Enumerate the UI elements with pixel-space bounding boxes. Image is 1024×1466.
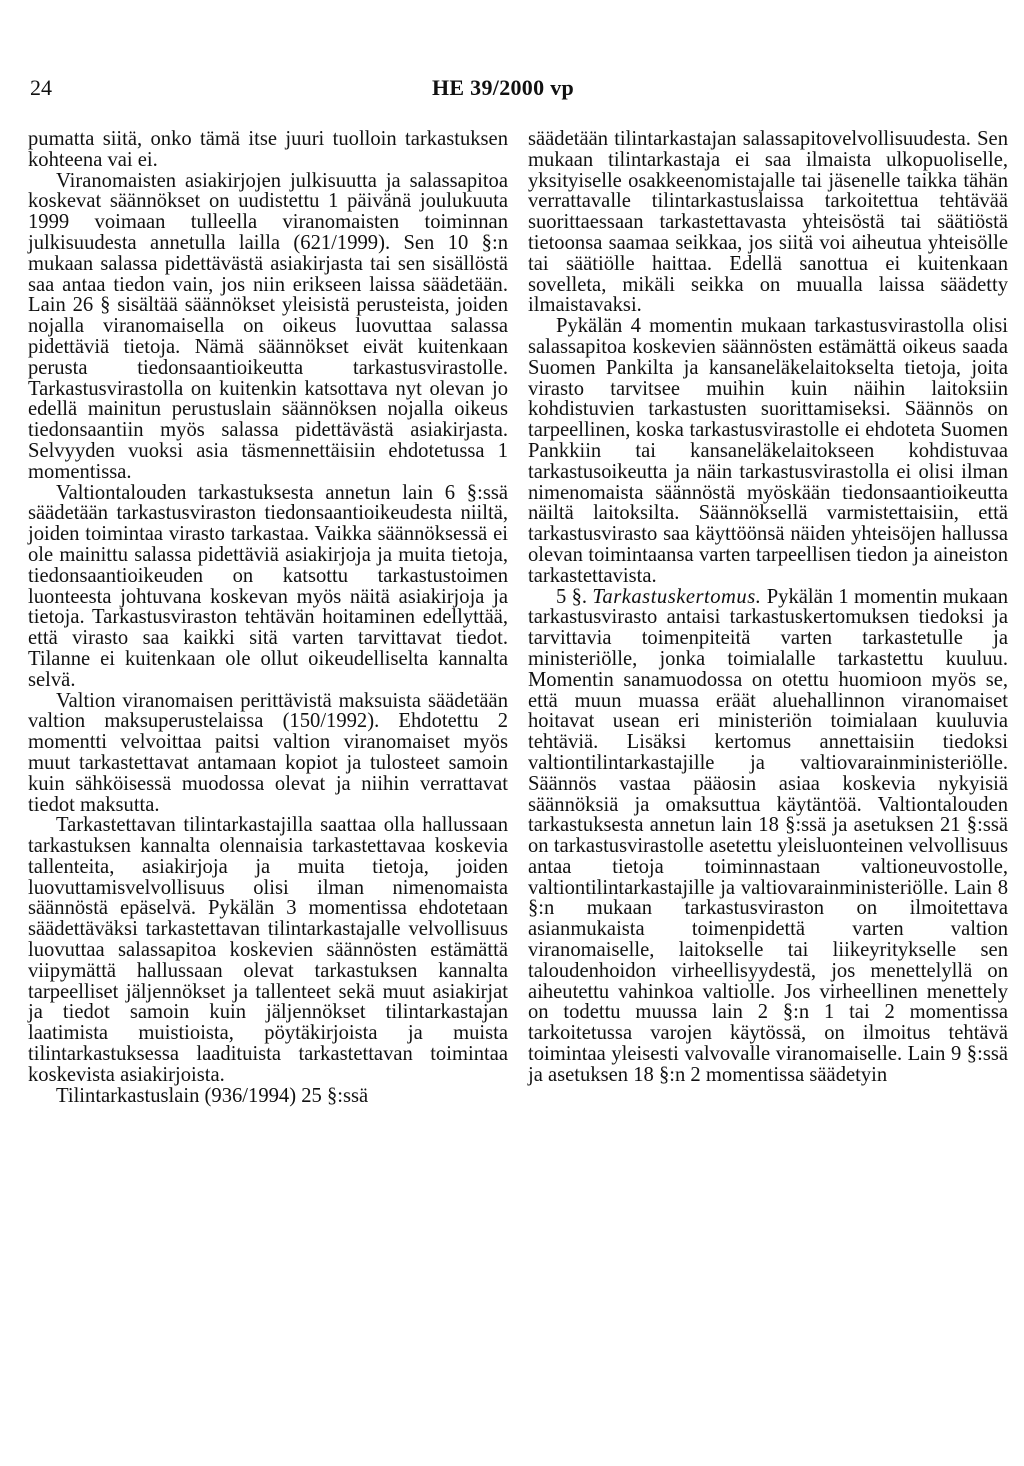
right-column bbox=[528, 129, 1008, 1086]
section-paragraph bbox=[528, 587, 1008, 1086]
paragraph: Viranomaisten asiakirjojen julkisuutta ja salassapitoa koskevat säännökset on uudistettu 1 päivänä joulukuuta 1999 voimaan tulleella viranomaisten toiminnan julkisuudesta annetulla lailla (621/1999). Sen 10 §:n mukaan salassa pidettävästä asiakirjasta tai sen sisällöstä saa antaa tiedon vain, jos niin erikseen laissa säädetään. Lain 26 § sisältää säännökset yleisistä perusteista, joiden nojalla viranomaisella on oikeus luovuttaa salassa pidettäviä tietoja. Nämä säännökset eivät kuitenkaan perusta tiedonsaantioikeutta tarkastusvirastolle. Tarkastusvirastolla on kuitenkin katsottava nyt olevan jo edellä mainitun perustuslain säännöksen nojalla oikeus tiedonsaantiin myös salassa pidettävästä asiakirjasta. Selvyyden vuoksi asia täsmennettäisiin ehdotetussa 1 momentissa. bbox=[28, 169, 508, 483]
section-text: Pykälän 1 momentin mukaan tarkastusvirasto antaisi tarkastuskertomuksen tiedoksi ja tarvittavia toimenpiteitä varten tarkastetulle ja ministeriölle, jonka toimialalle tarkastettu kuuluu. Momentin sanamuodossa on otettu huomioon myös se, että muun muassa eräät aluehallinnon viranomaiset hoitavat usean eri ministeriön toimialaan kuuluvia tehtäviä. Lisäksi kertomus annettaisiin tiedoksi valtiontilintarkastajille ja valtiovarainministeriölle. Säännös vastaa pääosin asiaa koskevia nykyisiä säännöksiä ja omaksuttua käytäntöä. Valtiontalouden tarkastuksesta annetun lain 18 §:ssä ja asetuksen 21 §:ssä on tarkastusvirastolle asetettu yleisluonteinen velvollisuus antaa tietoja toiminnastaan valtioneuvostolle, valtiontilintarkastajille ja valtiovarainministeriölle. Lain 8 §:n mukaan tarkastusviraston on ilmoitettava asianmukaista toimenpidettä varten valtion viranomaiselle, laitokselle tai liikeyritykselle sen taloudenhoidon virheellisyydestä, jos menettelyllä on aiheutettu vahinkoa valtiolle. Jos virheellinen menettely on todettu muussa lain 2 §:n 1 tai 2 momentissa tarkoitetussa varojen käytössä, on ilmoitus tehtävä toimintaa yleisesti valvovalle viranomaiselle. Lain 9 §:ssä ja asetuksen 18 §:n 2 momentissa säädetyin bbox=[528, 585, 1008, 1086]
paragraph: Tarkastettavan tilintarkastajilla saattaa olla hallussaan tarkastuksen kannalta olennaisia tarkastettavaa koskevia tallenteita, asiakirjoja ja muita tietoja, joiden luovuttamisvelvollisuus olisi ilman nimenomaista säännöstä epäselvä. Pykälän 3 momentissa ehdotetaan säädettäväksi tarkastettavan tilintarkastajalle velvollisuus luovuttaa salassapitoa koskevien säännösten estämättä viipymättä hallussaan olevat tarkastuksen kannalta tarpeelliset jäljennökset ja tallenteet sekä muut asiakirjat ja tiedot samoin kuin jäljennökset tilintarkastajan laatimista muistioista, pöytäkirjoista ja muista tilintarkastuksessa laadituista tarkastettavan toimintaa koskevista asiakirjoista. bbox=[28, 814, 508, 1086]
paragraph: Pykälän 4 momentin mukaan tarkastusvirastolla olisi salassapitoa koskevien säännösten estämättä oikeus saada Suomen Pankilta ja kansaneläkelaitokselta tietoja, joita virasto tarvitsee muihin kuin näihin laitoksiin kohdistuvien tarkastusten suorittamiseksi. Säännös on tarpeellinen, koska tarkastusvirastolle ei ehdoteta Suomen Pankkiin tai kansaneläkelaitokseen kohdistuvaa tarkastusoikeutta ja näin tarkastusvirastolla ei olisi ilman nimenomaista säännöstä myöskään tiedonsaantioikeutta näiltä laitoksilta. Säännöksellä varmistettaisiin, että tarkastusvirasto saa käyttöönsä näiden yhteisöjen hallussa olevan toimintaansa varten tarpeellisen tiedon ja aineiston tarkastettavista. bbox=[528, 315, 1008, 587]
paragraph-continuation: säädetään tilintarkastajan salassapitovelvollisuudesta. Sen mukaan tilintarkastaja ei saa ilmaista ulkopuoliselle, yksityiselle osakkeenomistajalle tai jäsenelle taikka tähän verrattavalle tilintarkastuslaissa tarkoitettua tehtävää suorittaessaan tarkastettavasta yhteisöstä tai säätiöstä tietoonsa saamaa seikkaa, jos siitä voi aiheutua yhteisölle tai säätiölle haittaa. Edellä sanottua ei kuitenkaan sovelleta, mikäli seikka on muualla laissa säädetty ilmaistavaksi. bbox=[528, 128, 1008, 317]
left-column bbox=[28, 129, 508, 1106]
paragraph: Tilintarkastuslain (936/1994) 25 §:ssä bbox=[56, 1084, 369, 1107]
paragraph: Valtion viranomaisen perittävistä maksuista säädetään valtion maksuperustelaissa (150/1992). Ehdotettu 2 momentti velvoittaa paitsi valtion viranomaiset myös muut tarkastettavat antamaan kopiot ja tulosteet samoin kuin sähköisessä muodossa olevat ja niihin verrattavat tiedot maksutta. bbox=[28, 689, 508, 816]
paragraph-continuation: pumatta siitä, onko tämä itse juuri tuolloin tarkastuksen kohteena vai ei. bbox=[28, 128, 508, 171]
section-heading: Tarkastuskertomus. bbox=[592, 585, 762, 608]
document-id: HE 39/2000 vp bbox=[432, 75, 575, 100]
section-number: 5 §. bbox=[556, 585, 588, 608]
paragraph: Valtiontalouden tarkastuksesta annetun lain 6 §:ssä säädetään tarkastusviraston tiedonsaantioikeudesta niiltä, joiden toimintaa virasto tarkastaa. Vaikka säännöksessä ei ole mainittu salassa pidettäviä asiakirjoja ja muita tietoja, tiedonsaantioikeuden on katsottu tarkastustoimen luonteesta johtuvana koskevan myös näitä asiakirjoja ja tietoja. Tarkastusviraston tehtävän hoitaminen edellyttää, että virasto saa kaikki sitä varten tarvittavat tiedot. Tilanne ei kuitenkaan ole ollut oikeudelliselta kannalta selvä. bbox=[28, 481, 508, 691]
page-number: 24 bbox=[30, 75, 52, 100]
